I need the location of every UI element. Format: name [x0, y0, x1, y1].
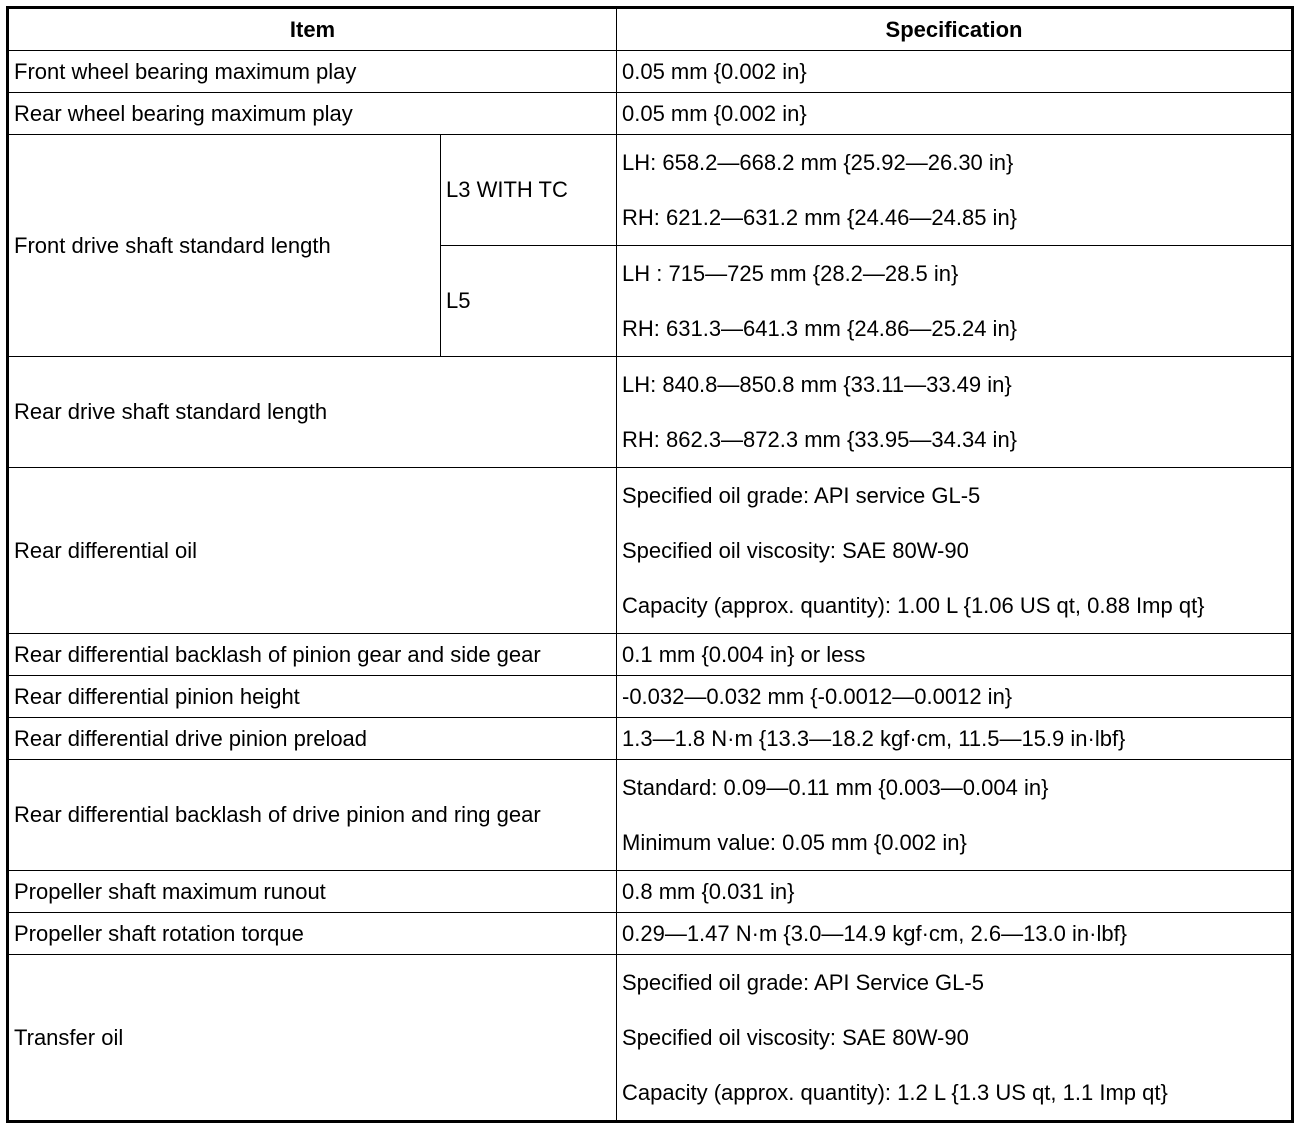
spec-line: Specified oil grade: API service GL-5: [622, 483, 981, 508]
item-cell: Rear differential oil: [8, 468, 617, 634]
spec-line: LH: 840.8—850.8 mm {33.11—33.49 in}: [622, 372, 1012, 397]
item-cell: Rear differential pinion height: [8, 676, 617, 718]
spec-cell: [617, 246, 1293, 357]
table-row: [8, 357, 1293, 468]
table-row: [8, 760, 1293, 871]
spec-cell: [617, 760, 1293, 871]
spec-cell: [617, 468, 1293, 634]
spec-line: RH: 862.3—872.3 mm {33.95—34.34 in}: [622, 427, 1018, 452]
spec-line: Specified oil grade: API Service GL-5: [622, 970, 984, 995]
item-cell: Rear differential drive pinion preload: [8, 718, 617, 760]
spec-cell: [617, 135, 1293, 246]
spec-line: Capacity (approx. quantity): 1.2 L {1.3 US qt, 1.1 Imp qt}: [622, 1080, 1168, 1105]
table-row: [8, 634, 1293, 676]
sub-item-cell: L3 WITH TC: [441, 135, 617, 246]
item-cell: Rear differential backlash of pinion gear and side gear: [8, 634, 617, 676]
table-row: [8, 468, 1293, 634]
spec-line: Specified oil viscosity: SAE 80W-90: [622, 538, 969, 563]
header-specification: Specification: [617, 8, 1293, 51]
table-row: [8, 913, 1293, 955]
table-row: [8, 955, 1293, 1122]
item-cell: Rear wheel bearing maximum play: [8, 93, 617, 135]
spec-line: RH: 631.3—641.3 mm {24.86—25.24 in}: [622, 316, 1018, 341]
table-row: [8, 718, 1293, 760]
spec-line: Specified oil viscosity: SAE 80W-90: [622, 1025, 969, 1050]
sub-item-cell: L5: [441, 246, 617, 357]
table-row: [8, 871, 1293, 913]
spec-line: LH : 715—725 mm {28.2—28.5 in}: [622, 261, 959, 286]
spec-cell: [617, 357, 1293, 468]
item-cell: Propeller shaft maximum runout: [8, 871, 617, 913]
item-cell: Rear differential backlash of drive pinion and ring gear: [8, 760, 617, 871]
item-cell: Front wheel bearing maximum play: [8, 51, 617, 93]
spec-line: RH: 621.2—631.2 mm {24.46—24.85 in}: [622, 205, 1018, 230]
item-cell: Propeller shaft rotation torque: [8, 913, 617, 955]
table-header-row: [8, 8, 1293, 51]
spec-cell: [617, 955, 1293, 1122]
table-row: [8, 51, 1293, 93]
spec-line: Capacity (approx. quantity): 1.00 L {1.06 US qt, 0.88 Imp qt}: [622, 593, 1205, 618]
spec-cell: -0.032—0.032 mm {-0.0012—0.0012 in}: [617, 676, 1293, 718]
table-row: [8, 93, 1293, 135]
spec-cell: 0.8 mm {0.031 in}: [617, 871, 1293, 913]
item-cell: Rear drive shaft standard length: [8, 357, 617, 468]
specification-table: [6, 6, 1294, 1123]
table-row: [8, 676, 1293, 718]
spec-line: LH: 658.2—668.2 mm {25.92—26.30 in}: [622, 150, 1014, 175]
table-row: [8, 135, 1293, 246]
spec-cell: 0.1 mm {0.004 in} or less: [617, 634, 1293, 676]
header-item: Item: [8, 8, 617, 51]
spec-cell: 0.05 mm {0.002 in}: [617, 93, 1293, 135]
spec-line: Standard: 0.09—0.11 mm {0.003—0.004 in}: [622, 775, 1049, 800]
spec-cell: 1.3—1.8 N·m {13.3—18.2 kgf·cm, 11.5—15.9 in·lbf}: [617, 718, 1293, 760]
spec-line: Minimum value: 0.05 mm {0.002 in}: [622, 830, 967, 855]
item-cell: Transfer oil: [8, 955, 617, 1122]
spec-cell: 0.29—1.47 N·m {3.0—14.9 kgf·cm, 2.6—13.0 in·lbf}: [617, 913, 1293, 955]
spec-cell: 0.05 mm {0.002 in}: [617, 51, 1293, 93]
item-cell: Front drive shaft standard length: [8, 135, 441, 357]
